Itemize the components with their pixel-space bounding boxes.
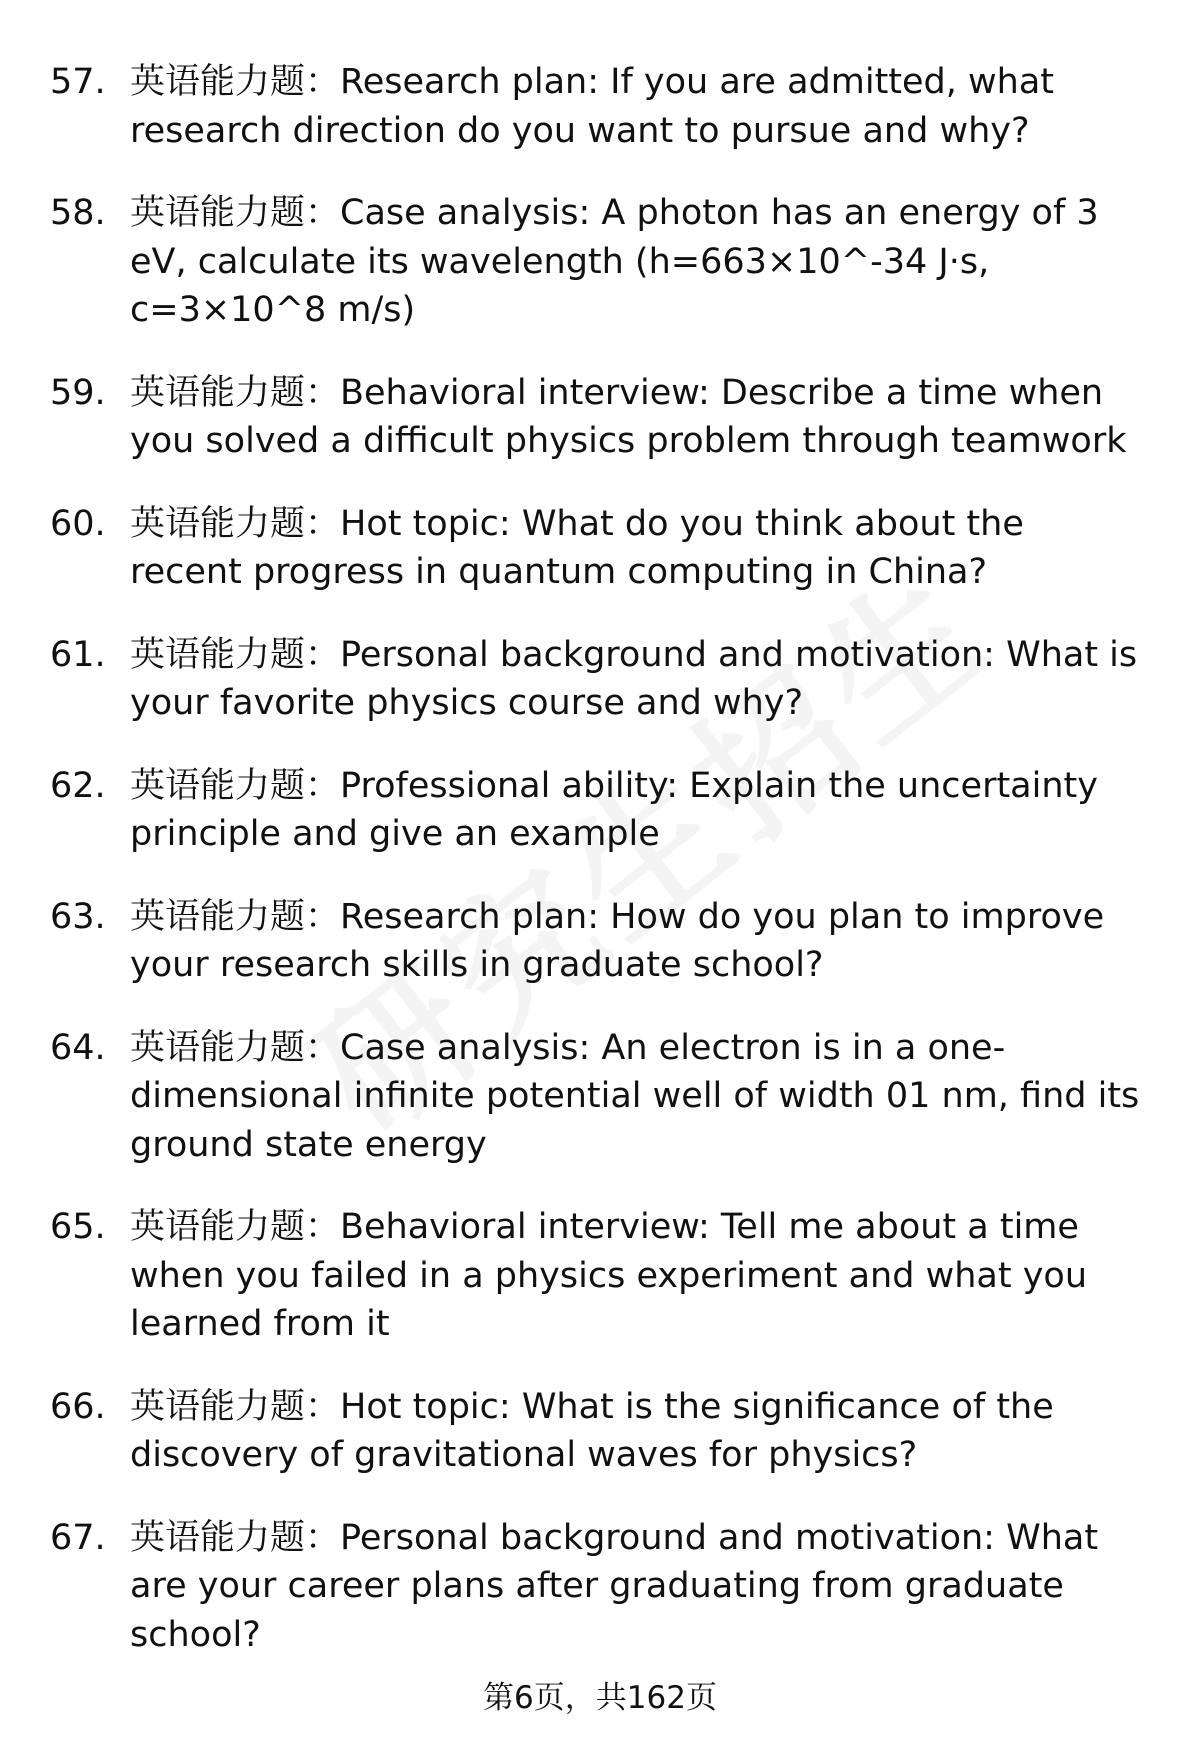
question-item (0, 58, 1200, 155)
question-item (0, 1024, 1200, 1170)
question-text: 英语能力题：Personal background and motivation: What are your career plans after graduating from graduate school? (130, 1517, 1099, 1655)
question-item (0, 631, 1200, 728)
question-item (0, 1383, 1200, 1480)
question-number: 65. (50, 1207, 106, 1247)
question-item (0, 762, 1200, 859)
question-number: 57. (50, 62, 106, 102)
question-number: 62. (50, 765, 106, 806)
question-item (0, 500, 1200, 597)
question-item (0, 893, 1200, 990)
question-number: 63. (50, 896, 106, 937)
question-number: 67. (50, 1517, 106, 1558)
question-text: 英语能力题：Behavioral interview: Describe a time when you solved a difficult physics problem through teamwork (130, 372, 1127, 461)
question-number: 58. (50, 193, 106, 233)
question-text: 英语能力题：Personal background and motivation: What is your favorite physics course and why? (130, 634, 1138, 723)
question-text: 英语能力题：Hot topic: What do you think about the recent progress in quantum computing in China? (130, 503, 1024, 592)
question-number: 59. (50, 372, 106, 413)
question-text: 英语能力题：Hot topic: What is the significance of the discovery of gravitational waves for physics? (130, 1386, 1054, 1475)
question-number: 60. (50, 503, 106, 544)
question-item (0, 1514, 1200, 1660)
page-footer: 第6页，共162页 (483, 1680, 717, 1716)
question-text: 英语能力题：Case analysis: An electron is in a one-dimensional infinite potential well of width 01 nm, find its ground state energy (130, 1027, 1140, 1165)
question-number: 61. (50, 634, 106, 675)
question-item (0, 369, 1200, 466)
question-item (0, 189, 1200, 335)
question-text: 英语能力题：Research plan: If you are admitted, what research direction do you want to pursue and why? (130, 62, 1054, 151)
question-text: 英语能力题：Case analysis: A photon has an energy of 3 eV, calculate its wavelength (h=663×10^-34 J·s, c=3×10^8 m/s) (130, 193, 1099, 330)
question-text: 英语能力题：Behavioral interview: Tell me about a time when you failed in a physics experiment and what you learned from it (130, 1207, 1087, 1344)
question-number: 64. (50, 1027, 106, 1068)
question-number: 66. (50, 1386, 106, 1427)
question-item (0, 1203, 1200, 1349)
question-text: 英语能力题：Professional ability: Explain the uncertainty principle and give an example (130, 765, 1098, 854)
question-text: 英语能力题：Research plan: How do you plan to improve your research skills in graduate school? (130, 896, 1105, 985)
question-list (0, 58, 1200, 1693)
